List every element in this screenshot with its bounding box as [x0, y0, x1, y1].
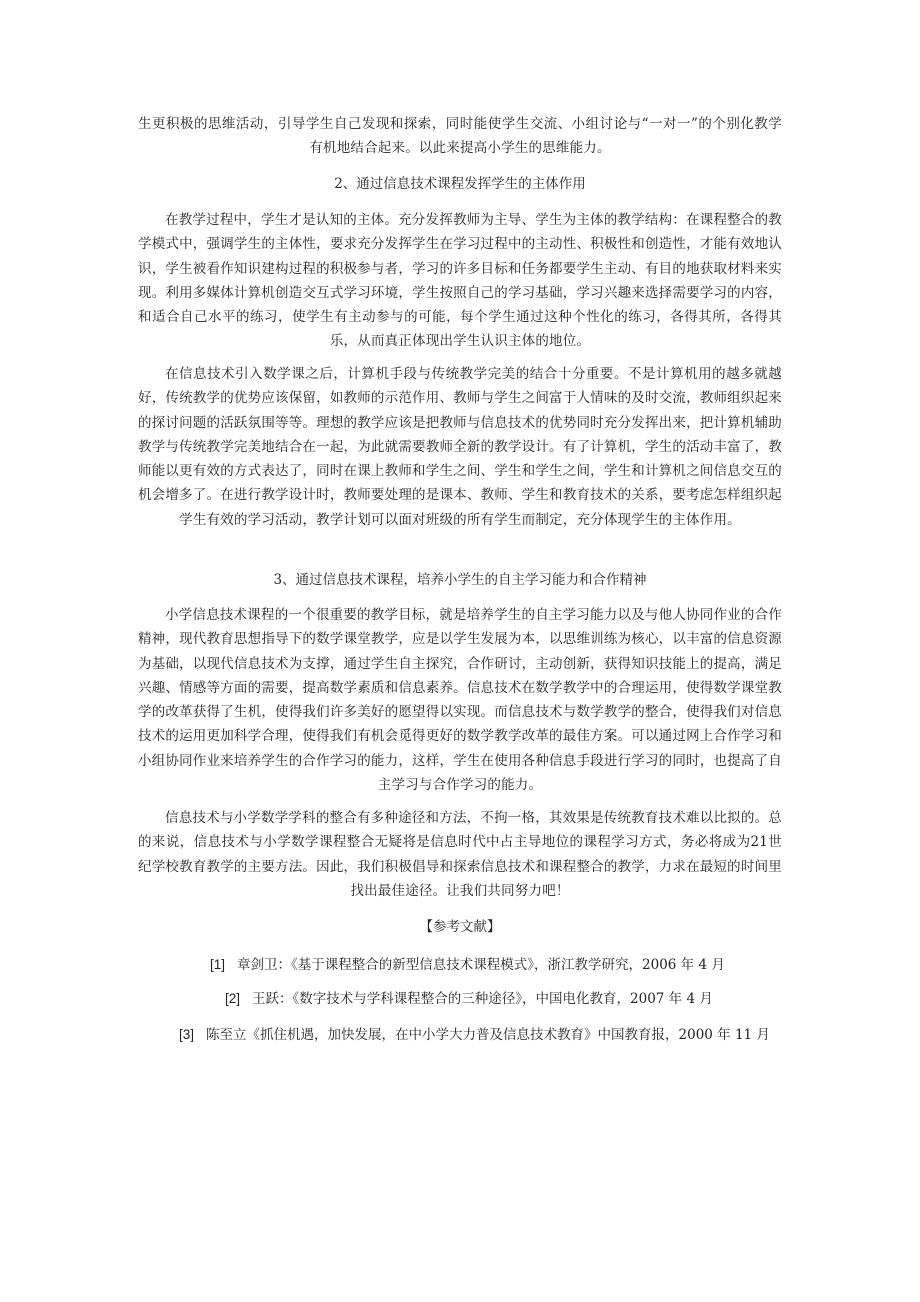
reference-text: 章剑卫：《基于课程整合的新型信息技术课程模式》，浙江教学研究，2006 年 4 月 [237, 957, 725, 973]
paragraph-2b: 在信息技术引入数学课之后，计算机手段与传统教学完美的结合十分重要。不是计算机用的越多就越好，传统教学的优势应该保留，如教师的示范作用、教师与学生之间富于人情味的及时交流，教师组织起来的探讨问题的活跃氛围等等。理想的教学应该是把教师与信息技术的优势同时充分发挥出来，把计算机辅助教学与传统教学完美地结合在一起，为此就需要教师全新的教学设计。有了计算机，学生的活动丰富了，教师能以更有效的方式表达了，同时在课上教师和学生之间、学生和学生之间，学生和计算机之间信息交互的机会增多了。在进行教学设计时，教师要处理的是课本、教师、学生和教育技术的关系，要考虑怎样组织起学生有效的学习活动，教学计划可以面对班级的所有学生而制定，充分体现学生的主体作用。 [138, 366, 782, 528]
reference-number: [3] [179, 1027, 195, 1042]
reference-text: 陈至立《抓住机遇，加快发展，在中小学大力普及信息技术教育》中国教育报，2000 年 11 月 [206, 1027, 770, 1043]
section-heading-3: 3、通过信息技术课程，培养小学生的自主学习能力和合作精神 [273, 572, 647, 588]
reference-item-2 [225, 987, 713, 1011]
reference-number: [1] [210, 957, 226, 972]
reference-text: 王跃：《数字技术与学科课程整合的三种途径》，中国电化教育，2007 年 4 月 [252, 991, 713, 1007]
section-heading-2: 2、通过信息技术课程发挥学生的主体作用 [334, 176, 586, 192]
reference-item-1 [210, 953, 725, 977]
paragraph-continued: 生更积极的思维活动，引导学生自己发现和探索，同时能使学生交流、小组讨论与“一对一”的个别化教学有机地结合起来。以此来提高小学生的思维能力。 [138, 116, 782, 157]
paragraph-conclusion: 信息技术与小学数学学科的整合有多种途径和方法，不拘一格，其效果是传统教育技术难以比拟的。总的来说，信息技术与小学数学课程整合无疑将是信息时代中占主导地位的课程学习方式，务必将成为21世纪学校教育教学的主要方法。因此，我们积极倡导和探索信息技术和课程整合的教学，力求在最短的时间里找出最佳途径。让我们共同努力吧！ [138, 810, 782, 899]
reference-item-3 [179, 1023, 770, 1047]
paragraph-3a: 小学信息技术课程的一个很重要的教学目标，就是培养学生的自主学习能力以及与他人协同作业的合作精神，现代教育思想指导下的数学课堂教学，应是以学生发展为本，以思维训练为核心，以丰富的信息资源为基础，以现代信息技术为支撑，通过学生自主探究，合作研讨，主动创新，获得知识技能上的提高，满足兴趣、情感等方面的需要，提高数学素质和信息素养。信息技术在数学教学中的合理运用，使得数学课堂教学的改革获得了生机，使得我们许多美好的愿望得以实现。而信息技术与数学教学的整合，使得我们对信息技术的运用更加科学合理，使得我们有机会觅得更好的数学教学改革的最佳方案。可以通过网上合作学习和小组协同作业来培养学生的合作学习的能力，这样，学生在使用各种信息手段进行学习的同时，也提高了自主学习与合作学习的能力。 [138, 607, 782, 794]
references-heading: 【参考文献】 [419, 919, 501, 935]
paragraph-2a: 在教学过程中，学生才是认知的主体。充分发挥教师为主导、学生为主体的教学结构：在课程整合的教学模式中，强调学生的主体性，要求充分发挥学生在学习过程中的主动性、积极性和创造性，才能有效地认识，学生被看作知识建构过程的积极参与者，学习的许多目标和任务都要学生主动、有目的地获取材料来实现。利用多媒体计算机创造交互式学习环境，学生按照自己的学习基础，学习兴趣来选择需要学习的内容，和适合自己水平的练习，使学生有主动参与的可能，每个学生通过这种个性化的练习，各得其所，各得其乐，从而真正体现出学生认识主体的地位。 [138, 212, 782, 350]
reference-number: [2] [225, 991, 241, 1006]
